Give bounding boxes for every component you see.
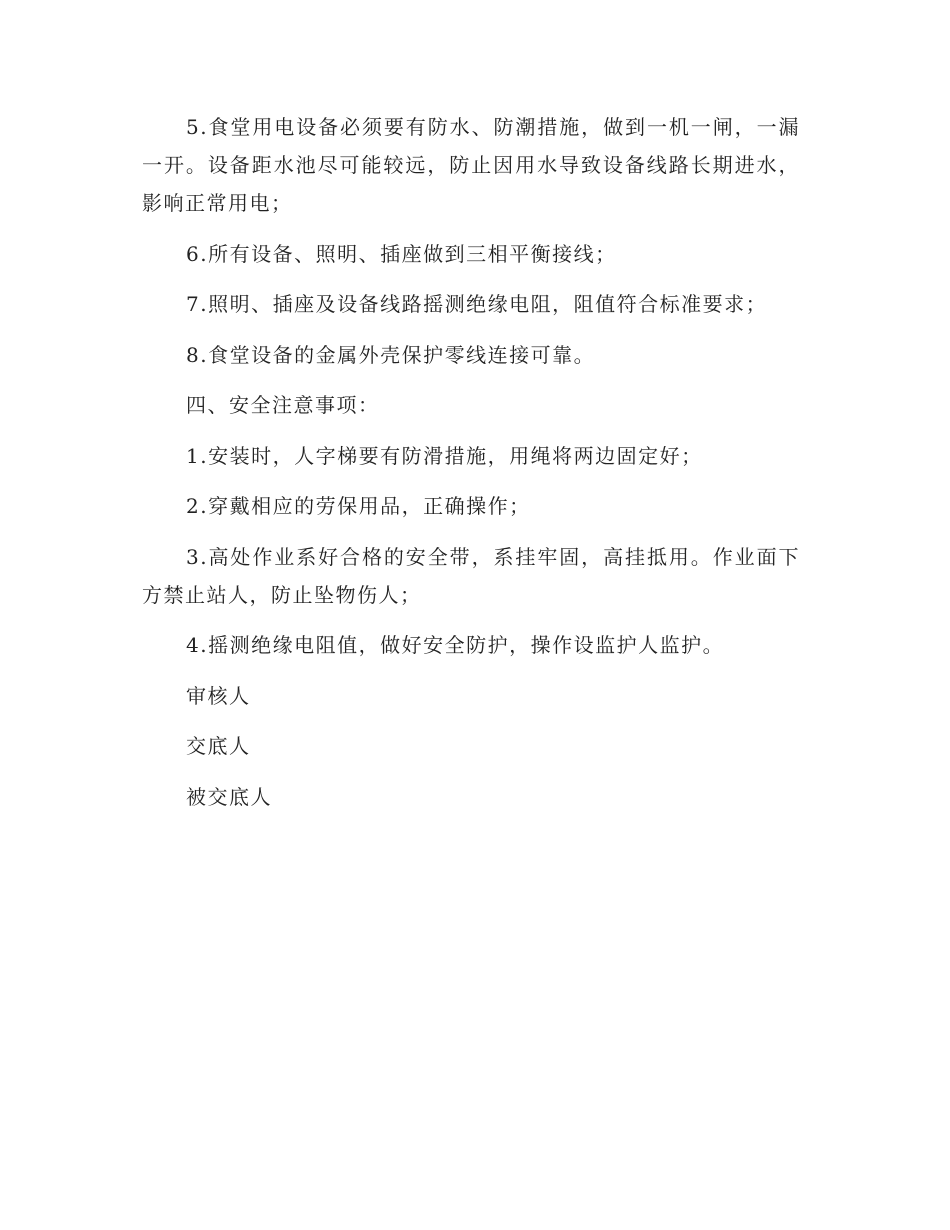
safety-item-2: 2.穿戴相应的劳保用品，正确操作； [186,494,531,518]
briefer-label: 交底人 [186,734,251,758]
safety-item-3: 3.高处作业系好合格的安全带，系挂牢固，高挂抵用。作业面下方禁止站人，防止坠物伤人； [142,544,800,607]
paragraph-item-8: 8.食堂设备的金属外壳保护零线连接可靠。 [186,342,596,367]
paragraph-item-6: 6.所有设备、照明、插座做到三相平衡接线； [186,241,617,266]
safety-item-1: 1.安装时，人字梯要有防滑措施，用绳将两边固定好； [186,443,703,468]
section-heading-safety: 四、安全注意事项： [186,393,380,417]
paragraph-item-7: 7.照明、插座及设备线路摇测绝缘电阻，阻值符合标准要求； [186,292,768,316]
briefee-label: 被交底人 [186,784,272,809]
reviewer-label: 审核人 [186,683,251,708]
paragraph-item-5: 5.食堂用电设备必须要有防水、防潮措施，做到一机一闸，一漏一开。设备距水池尽可能较远，防止因用水导致设备线路长期进水，影响正常用电； [142,115,800,215]
safety-item-4: 4.摇测绝缘电阻值，做好安全防护，操作设监护人监护。 [186,633,725,657]
document-body [142,108,800,828]
